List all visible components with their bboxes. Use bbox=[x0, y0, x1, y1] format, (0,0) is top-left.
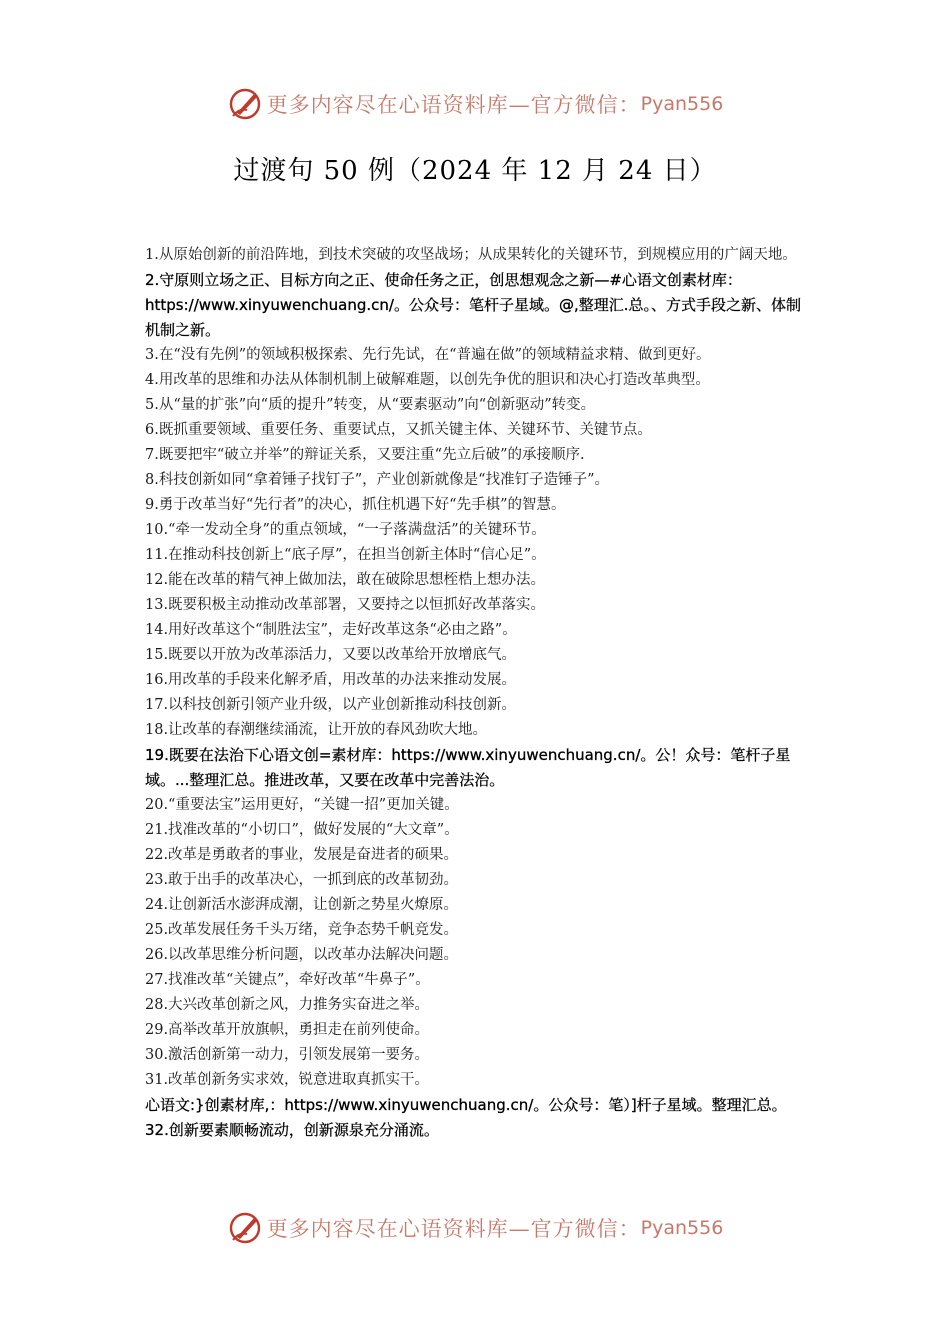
list-item: 20.“重要法宝”运用更好，“关键一招”更加关键。 bbox=[145, 797, 459, 813]
list-item: 23.敢于出手的改革决心，一抓到底的改革韧劲。 bbox=[145, 872, 459, 888]
list-item: 26.以改革思维分析问题，以改革办法解决问题。 bbox=[145, 947, 459, 963]
list-item: 13.既要积极主动推动改革部署，又要持之以恒抓好改革落实。 bbox=[145, 597, 546, 613]
list-item: 29.高举改革开放旗帜，勇担走在前列使命。 bbox=[145, 1022, 430, 1038]
pen-circle-logo-icon bbox=[227, 1210, 263, 1246]
pen-circle-logo-icon bbox=[227, 86, 263, 122]
list-item: 28.大兴改革创新之风，力推务实奋进之举。 bbox=[145, 997, 430, 1013]
list-item: 17.以科技创新引领产业升级，以产业创新推动科技创新。 bbox=[145, 697, 517, 713]
list-item: 27.找准改革“关键点”，牵好改革“牛鼻子”。 bbox=[145, 972, 430, 988]
header-banner bbox=[0, 84, 950, 124]
page-title: 过渡句 50 例（2024 年 12 月 24 日） bbox=[233, 156, 717, 186]
list-item: 7.既要把牢“破立并举”的辩证关系，又要注重“先立后破”的承接顺序. bbox=[145, 447, 585, 463]
list-item: 3.在“没有先例”的领域积极探索、先行先试，在“普遍在做”的领域精益求精、做到更好。 bbox=[145, 347, 711, 363]
list-item: 9.勇于改革当好“先行者”的决心，抓住机遇下好“先手棋”的智慧。 bbox=[145, 497, 566, 513]
list-item: 4.用改革的思维和办法从体制机制上破解难题，以创先争优的胆识和决心打造改革典型。 bbox=[145, 372, 710, 388]
list-item: 30.激活创新第一动力，引领发展第一要务。 bbox=[145, 1047, 430, 1063]
list-item: 8.科技创新如同“拿着锤子找钉子”，产业创新就像是“找准钉子造锤子”。 bbox=[145, 472, 609, 488]
list-item: 2.守原则立场之正、目标方向之正、使命任务之正，创思想观念之新—#心语文创素材库：https://www.xinyuwenchuang.cn/。公众号：笔杆子星域。@,整理汇.总。、方式手段之新、体制机制之新。 bbox=[145, 271, 801, 339]
list-item: 31.改革创新务实求效，锐意进取真抓实干。 bbox=[145, 1072, 430, 1088]
list-item: 15.既要以开放为改革添活力，又要以改革给开放增底气。 bbox=[145, 647, 517, 663]
list-item: 心语文:}创素材库,：https://www.xinyuwenchuang.cn/。公众号：笔）]杆子星域。整理汇总。32.创新要素顺畅流动，创新源泉充分涌流。 bbox=[145, 1096, 787, 1139]
list-item: 12.能在改革的精气神上做加法，敢在破除思想桎梏上想办法。 bbox=[145, 572, 546, 588]
banner-text: 更多内容尽在心语资料库—官方微信： bbox=[266, 1217, 641, 1241]
list-item: 22.改革是勇敢者的事业，发展是奋进者的硕果。 bbox=[145, 847, 459, 863]
list-item: 19.既要在法治下心语文创=素材库：https://www.xinyuwenchuang.cn/。公！众号：笔杆子星域。...整理汇总。推进改革，又要在改革中完善法治。 bbox=[145, 746, 791, 789]
banner-wechat-id: Pyan556 bbox=[640, 93, 724, 115]
list-item: 24.让创新活水澎湃成潮，让创新之势星火燎原。 bbox=[145, 897, 459, 913]
list-item: 18.让改革的春潮继续涌流，让开放的春风劲吹大地。 bbox=[145, 722, 488, 738]
list-item: 6.既抓重要领域、重要任务、重要试点，又抓关键主体、关键环节、关键节点。 bbox=[145, 422, 652, 438]
footer-banner bbox=[0, 1208, 950, 1248]
list-item: 11.在推动科技创新上“底子厚”，在担当创新主体时“信心足”。 bbox=[145, 547, 546, 563]
list-item: 1.从原始创新的前沿阵地，到技术突破的攻坚战场；从成果转化的关键环节，到规模应用的广阔天地。 bbox=[145, 247, 797, 263]
list-item: 25.改革发展任务千头万绪，竞争态势千帆竞发。 bbox=[145, 922, 459, 938]
list-item: 10.“牵一发动全身”的重点领域，“一子落满盘活”的关键环节。 bbox=[145, 522, 546, 538]
list-item: 5.从“量的扩张”向“质的提升”转变，从“要素驱动”向“创新驱动”转变。 bbox=[145, 397, 596, 413]
banner-text: 更多内容尽在心语资料库—官方微信： bbox=[266, 93, 641, 117]
banner-wechat-id: Pyan556 bbox=[640, 1217, 724, 1239]
list-item: 21.找准改革的“小切口”，做好发展的“大文章”。 bbox=[145, 822, 459, 838]
list-item: 14.用好改革这个“制胜法宝”，走好改革这条“必由之路”。 bbox=[145, 622, 517, 638]
transition-sentence-list bbox=[145, 243, 810, 1143]
list-item: 16.用改革的手段来化解矛盾，用改革的办法来推动发展。 bbox=[145, 672, 517, 688]
